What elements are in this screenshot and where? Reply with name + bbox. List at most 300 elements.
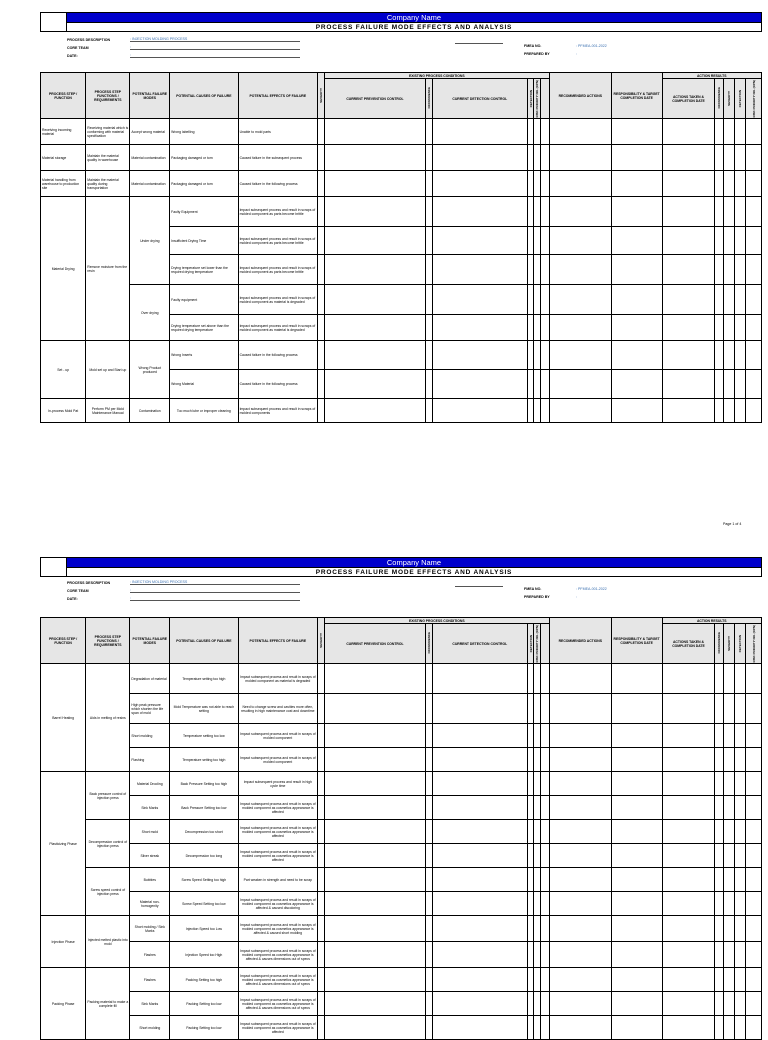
empty-cell[interactable]	[318, 171, 325, 197]
empty-cell[interactable]	[541, 772, 550, 796]
empty-cell[interactable]	[426, 315, 433, 341]
empty-cell[interactable]	[611, 772, 662, 796]
empty-cell[interactable]	[549, 942, 611, 968]
empty-cell[interactable]	[426, 341, 433, 370]
empty-cell[interactable]	[527, 844, 534, 868]
empty-cell[interactable]	[724, 227, 735, 255]
empty-cell[interactable]	[318, 370, 325, 399]
empty-cell[interactable]	[324, 892, 426, 916]
empty-cell[interactable]	[662, 171, 715, 197]
empty-cell[interactable]	[746, 370, 762, 399]
empty-cell[interactable]	[318, 820, 325, 844]
empty-cell[interactable]	[534, 968, 541, 992]
empty-cell[interactable]	[611, 399, 662, 423]
empty-cell[interactable]	[735, 796, 746, 820]
empty-cell[interactable]	[534, 119, 541, 145]
empty-cell[interactable]	[527, 399, 534, 423]
empty-cell[interactable]	[549, 724, 611, 748]
empty-cell[interactable]	[662, 315, 715, 341]
empty-cell[interactable]	[715, 664, 724, 694]
empty-cell[interactable]	[715, 820, 724, 844]
empty-cell[interactable]	[746, 916, 762, 942]
empty-cell[interactable]	[662, 820, 715, 844]
empty-cell[interactable]	[318, 892, 325, 916]
empty-cell[interactable]	[541, 694, 550, 724]
empty-cell[interactable]	[318, 664, 325, 694]
empty-cell[interactable]	[746, 844, 762, 868]
empty-cell[interactable]	[318, 197, 325, 227]
empty-cell[interactable]	[724, 664, 735, 694]
empty-cell[interactable]	[432, 844, 527, 868]
empty-cell[interactable]	[426, 820, 433, 844]
empty-cell[interactable]	[324, 119, 426, 145]
empty-cell[interactable]	[662, 916, 715, 942]
empty-cell[interactable]	[527, 227, 534, 255]
empty-cell[interactable]	[746, 119, 762, 145]
empty-cell[interactable]	[541, 399, 550, 423]
empty-cell[interactable]	[715, 341, 724, 370]
empty-cell[interactable]	[534, 399, 541, 423]
empty-cell[interactable]	[746, 285, 762, 315]
empty-cell[interactable]	[527, 916, 534, 942]
empty-cell[interactable]	[715, 694, 724, 724]
empty-cell[interactable]	[735, 968, 746, 992]
empty-cell[interactable]	[611, 892, 662, 916]
empty-cell[interactable]	[426, 1016, 433, 1040]
empty-cell[interactable]	[611, 820, 662, 844]
empty-cell[interactable]	[735, 820, 746, 844]
empty-cell[interactable]	[662, 197, 715, 227]
empty-cell[interactable]	[324, 992, 426, 1016]
empty-cell[interactable]	[527, 868, 534, 892]
empty-cell[interactable]	[534, 145, 541, 171]
empty-cell[interactable]	[724, 820, 735, 844]
empty-cell[interactable]	[611, 748, 662, 772]
process-description-field[interactable]	[130, 580, 300, 585]
empty-cell[interactable]	[715, 1016, 724, 1040]
empty-cell[interactable]	[324, 694, 426, 724]
empty-cell[interactable]	[549, 992, 611, 1016]
empty-cell[interactable]	[549, 892, 611, 916]
empty-cell[interactable]	[324, 341, 426, 370]
empty-cell[interactable]	[324, 748, 426, 772]
empty-cell[interactable]	[549, 820, 611, 844]
empty-cell[interactable]	[541, 868, 550, 892]
empty-cell[interactable]	[541, 664, 550, 694]
empty-cell[interactable]	[724, 916, 735, 942]
empty-cell[interactable]	[534, 197, 541, 227]
empty-cell[interactable]	[611, 992, 662, 1016]
empty-cell[interactable]	[432, 227, 527, 255]
empty-cell[interactable]	[541, 844, 550, 868]
empty-cell[interactable]	[318, 942, 325, 968]
empty-cell[interactable]	[549, 748, 611, 772]
empty-cell[interactable]	[432, 119, 527, 145]
empty-cell[interactable]	[426, 844, 433, 868]
empty-cell[interactable]	[662, 694, 715, 724]
empty-cell[interactable]	[611, 844, 662, 868]
empty-cell[interactable]	[527, 119, 534, 145]
empty-cell[interactable]	[662, 942, 715, 968]
empty-cell[interactable]	[715, 399, 724, 423]
empty-cell[interactable]	[735, 197, 746, 227]
empty-cell[interactable]	[324, 399, 426, 423]
empty-cell[interactable]	[318, 694, 325, 724]
empty-cell[interactable]	[432, 968, 527, 992]
empty-cell[interactable]	[318, 748, 325, 772]
empty-cell[interactable]	[549, 119, 611, 145]
empty-cell[interactable]	[746, 1016, 762, 1040]
empty-cell[interactable]	[527, 724, 534, 748]
empty-cell[interactable]	[715, 119, 724, 145]
empty-cell[interactable]	[426, 942, 433, 968]
empty-cell[interactable]	[662, 285, 715, 315]
empty-cell[interactable]	[662, 341, 715, 370]
empty-cell[interactable]	[527, 255, 534, 285]
empty-cell[interactable]	[534, 664, 541, 694]
empty-cell[interactable]	[724, 694, 735, 724]
empty-cell[interactable]	[715, 724, 724, 748]
empty-cell[interactable]	[549, 171, 611, 197]
empty-cell[interactable]	[527, 341, 534, 370]
empty-cell[interactable]	[746, 772, 762, 796]
empty-cell[interactable]	[611, 968, 662, 992]
empty-cell[interactable]	[318, 227, 325, 255]
empty-cell[interactable]	[724, 772, 735, 796]
empty-cell[interactable]	[534, 285, 541, 315]
empty-cell[interactable]	[541, 1016, 550, 1040]
empty-cell[interactable]	[735, 748, 746, 772]
empty-cell[interactable]	[534, 916, 541, 942]
empty-cell[interactable]	[549, 399, 611, 423]
empty-cell[interactable]	[715, 868, 724, 892]
empty-cell[interactable]	[324, 370, 426, 399]
empty-cell[interactable]	[527, 315, 534, 341]
empty-cell[interactable]	[662, 119, 715, 145]
empty-cell[interactable]	[541, 748, 550, 772]
empty-cell[interactable]	[534, 227, 541, 255]
empty-cell[interactable]	[662, 844, 715, 868]
empty-cell[interactable]	[534, 892, 541, 916]
empty-cell[interactable]	[527, 942, 534, 968]
empty-cell[interactable]	[534, 796, 541, 820]
empty-cell[interactable]	[611, 796, 662, 820]
empty-cell[interactable]	[318, 119, 325, 145]
empty-cell[interactable]	[549, 844, 611, 868]
empty-cell[interactable]	[527, 694, 534, 724]
empty-cell[interactable]	[541, 285, 550, 315]
empty-cell[interactable]	[662, 370, 715, 399]
empty-cell[interactable]	[324, 285, 426, 315]
empty-cell[interactable]	[432, 694, 527, 724]
empty-cell[interactable]	[724, 285, 735, 315]
empty-cell[interactable]	[534, 820, 541, 844]
empty-cell[interactable]	[724, 724, 735, 748]
empty-cell[interactable]	[715, 916, 724, 942]
empty-cell[interactable]	[432, 285, 527, 315]
empty-cell[interactable]	[324, 968, 426, 992]
empty-cell[interactable]	[432, 341, 527, 370]
empty-cell[interactable]	[746, 942, 762, 968]
empty-cell[interactable]	[724, 1016, 735, 1040]
empty-cell[interactable]	[318, 916, 325, 942]
empty-cell[interactable]	[426, 119, 433, 145]
empty-cell[interactable]	[715, 796, 724, 820]
empty-cell[interactable]	[541, 820, 550, 844]
empty-cell[interactable]	[724, 119, 735, 145]
empty-cell[interactable]	[662, 892, 715, 916]
empty-cell[interactable]	[735, 844, 746, 868]
empty-cell[interactable]	[541, 968, 550, 992]
empty-cell[interactable]	[432, 820, 527, 844]
empty-cell[interactable]	[549, 694, 611, 724]
empty-cell[interactable]	[534, 171, 541, 197]
empty-cell[interactable]	[432, 255, 527, 285]
empty-cell[interactable]	[426, 285, 433, 315]
empty-cell[interactable]	[432, 197, 527, 227]
empty-cell[interactable]	[662, 968, 715, 992]
empty-cell[interactable]	[426, 664, 433, 694]
empty-cell[interactable]	[724, 145, 735, 171]
empty-cell[interactable]	[549, 315, 611, 341]
empty-cell[interactable]	[426, 796, 433, 820]
empty-cell[interactable]	[611, 197, 662, 227]
empty-cell[interactable]	[318, 868, 325, 892]
empty-cell[interactable]	[715, 171, 724, 197]
empty-cell[interactable]	[541, 227, 550, 255]
empty-cell[interactable]	[611, 255, 662, 285]
empty-cell[interactable]	[735, 1016, 746, 1040]
empty-cell[interactable]	[426, 145, 433, 171]
empty-cell[interactable]	[426, 370, 433, 399]
empty-cell[interactable]	[541, 171, 550, 197]
empty-cell[interactable]	[724, 171, 735, 197]
empty-cell[interactable]	[746, 171, 762, 197]
empty-cell[interactable]	[549, 341, 611, 370]
empty-cell[interactable]	[611, 942, 662, 968]
empty-cell[interactable]	[724, 844, 735, 868]
empty-cell[interactable]	[662, 992, 715, 1016]
empty-cell[interactable]	[426, 992, 433, 1016]
empty-cell[interactable]	[541, 255, 550, 285]
empty-cell[interactable]	[432, 315, 527, 341]
empty-cell[interactable]	[527, 796, 534, 820]
empty-cell[interactable]	[549, 664, 611, 694]
empty-cell[interactable]	[426, 399, 433, 423]
empty-cell[interactable]	[715, 370, 724, 399]
empty-cell[interactable]	[724, 748, 735, 772]
empty-cell[interactable]	[318, 796, 325, 820]
empty-cell[interactable]	[432, 796, 527, 820]
empty-cell[interactable]	[611, 285, 662, 315]
empty-cell[interactable]	[735, 992, 746, 1016]
empty-cell[interactable]	[426, 171, 433, 197]
empty-cell[interactable]	[432, 171, 527, 197]
empty-cell[interactable]	[432, 370, 527, 399]
empty-cell[interactable]	[549, 255, 611, 285]
empty-cell[interactable]	[611, 119, 662, 145]
empty-cell[interactable]	[662, 664, 715, 694]
empty-cell[interactable]	[662, 748, 715, 772]
empty-cell[interactable]	[534, 942, 541, 968]
empty-cell[interactable]	[662, 145, 715, 171]
empty-cell[interactable]	[527, 892, 534, 916]
empty-cell[interactable]	[527, 772, 534, 796]
empty-cell[interactable]	[432, 916, 527, 942]
empty-cell[interactable]	[735, 664, 746, 694]
empty-cell[interactable]	[662, 724, 715, 748]
empty-cell[interactable]	[324, 868, 426, 892]
empty-cell[interactable]	[324, 255, 426, 285]
empty-cell[interactable]	[541, 145, 550, 171]
empty-cell[interactable]	[549, 968, 611, 992]
empty-cell[interactable]	[534, 992, 541, 1016]
empty-cell[interactable]	[724, 892, 735, 916]
empty-cell[interactable]	[611, 724, 662, 748]
empty-cell[interactable]	[611, 868, 662, 892]
empty-cell[interactable]	[611, 694, 662, 724]
empty-cell[interactable]	[735, 255, 746, 285]
empty-cell[interactable]	[724, 315, 735, 341]
empty-cell[interactable]	[541, 892, 550, 916]
empty-cell[interactable]	[432, 772, 527, 796]
empty-cell[interactable]	[549, 796, 611, 820]
empty-cell[interactable]	[534, 1016, 541, 1040]
empty-cell[interactable]	[746, 820, 762, 844]
empty-cell[interactable]	[715, 992, 724, 1016]
empty-cell[interactable]	[534, 868, 541, 892]
empty-cell[interactable]	[426, 748, 433, 772]
empty-cell[interactable]	[746, 968, 762, 992]
empty-cell[interactable]	[318, 968, 325, 992]
empty-cell[interactable]	[432, 892, 527, 916]
empty-cell[interactable]	[662, 772, 715, 796]
empty-cell[interactable]	[724, 992, 735, 1016]
empty-cell[interactable]	[527, 197, 534, 227]
date-field[interactable]	[130, 596, 300, 601]
empty-cell[interactable]	[426, 694, 433, 724]
empty-cell[interactable]	[527, 820, 534, 844]
process-description-field[interactable]	[130, 37, 300, 42]
empty-cell[interactable]	[735, 694, 746, 724]
empty-cell[interactable]	[746, 748, 762, 772]
core-team-field[interactable]	[130, 588, 300, 593]
empty-cell[interactable]	[662, 227, 715, 255]
empty-cell[interactable]	[724, 942, 735, 968]
empty-cell[interactable]	[541, 942, 550, 968]
empty-cell[interactable]	[735, 868, 746, 892]
empty-cell[interactable]	[527, 171, 534, 197]
empty-cell[interactable]	[541, 724, 550, 748]
empty-cell[interactable]	[735, 916, 746, 942]
empty-cell[interactable]	[541, 197, 550, 227]
empty-cell[interactable]	[724, 399, 735, 423]
empty-cell[interactable]	[611, 916, 662, 942]
empty-cell[interactable]	[746, 694, 762, 724]
empty-cell[interactable]	[432, 748, 527, 772]
empty-cell[interactable]	[324, 1016, 426, 1040]
empty-cell[interactable]	[318, 772, 325, 796]
empty-cell[interactable]	[534, 724, 541, 748]
empty-cell[interactable]	[534, 844, 541, 868]
empty-cell[interactable]	[611, 145, 662, 171]
empty-cell[interactable]	[541, 370, 550, 399]
empty-cell[interactable]	[611, 1016, 662, 1040]
empty-cell[interactable]	[541, 796, 550, 820]
empty-cell[interactable]	[746, 197, 762, 227]
empty-cell[interactable]	[715, 315, 724, 341]
empty-cell[interactable]	[724, 868, 735, 892]
empty-cell[interactable]	[746, 227, 762, 255]
empty-cell[interactable]	[318, 399, 325, 423]
empty-cell[interactable]	[534, 370, 541, 399]
empty-cell[interactable]	[724, 255, 735, 285]
empty-cell[interactable]	[426, 724, 433, 748]
empty-cell[interactable]	[549, 227, 611, 255]
empty-cell[interactable]	[715, 197, 724, 227]
empty-cell[interactable]	[662, 399, 715, 423]
empty-cell[interactable]	[549, 868, 611, 892]
empty-cell[interactable]	[324, 772, 426, 796]
empty-cell[interactable]	[735, 145, 746, 171]
empty-cell[interactable]	[735, 341, 746, 370]
empty-cell[interactable]	[426, 197, 433, 227]
empty-cell[interactable]	[724, 968, 735, 992]
empty-cell[interactable]	[662, 1016, 715, 1040]
empty-cell[interactable]	[324, 796, 426, 820]
empty-cell[interactable]	[324, 315, 426, 341]
empty-cell[interactable]	[611, 227, 662, 255]
empty-cell[interactable]	[534, 748, 541, 772]
empty-cell[interactable]	[549, 916, 611, 942]
empty-cell[interactable]	[735, 942, 746, 968]
empty-cell[interactable]	[549, 285, 611, 315]
empty-cell[interactable]	[432, 664, 527, 694]
empty-cell[interactable]	[432, 145, 527, 171]
empty-cell[interactable]	[746, 255, 762, 285]
empty-cell[interactable]	[735, 370, 746, 399]
empty-cell[interactable]	[432, 868, 527, 892]
empty-cell[interactable]	[426, 772, 433, 796]
empty-cell[interactable]	[724, 341, 735, 370]
empty-cell[interactable]	[735, 892, 746, 916]
empty-cell[interactable]	[541, 119, 550, 145]
empty-cell[interactable]	[426, 916, 433, 942]
empty-cell[interactable]	[611, 341, 662, 370]
empty-cell[interactable]	[611, 664, 662, 694]
empty-cell[interactable]	[724, 370, 735, 399]
empty-cell[interactable]	[662, 255, 715, 285]
empty-cell[interactable]	[735, 399, 746, 423]
empty-cell[interactable]	[534, 315, 541, 341]
empty-cell[interactable]	[715, 968, 724, 992]
empty-cell[interactable]	[541, 341, 550, 370]
empty-cell[interactable]	[324, 171, 426, 197]
empty-cell[interactable]	[541, 916, 550, 942]
empty-cell[interactable]	[324, 227, 426, 255]
empty-cell[interactable]	[746, 315, 762, 341]
empty-cell[interactable]	[746, 145, 762, 171]
empty-cell[interactable]	[549, 1016, 611, 1040]
empty-cell[interactable]	[735, 315, 746, 341]
empty-cell[interactable]	[662, 796, 715, 820]
empty-cell[interactable]	[735, 227, 746, 255]
empty-cell[interactable]	[611, 315, 662, 341]
empty-cell[interactable]	[715, 145, 724, 171]
empty-cell[interactable]	[724, 197, 735, 227]
date-field[interactable]	[130, 53, 300, 58]
empty-cell[interactable]	[746, 724, 762, 748]
